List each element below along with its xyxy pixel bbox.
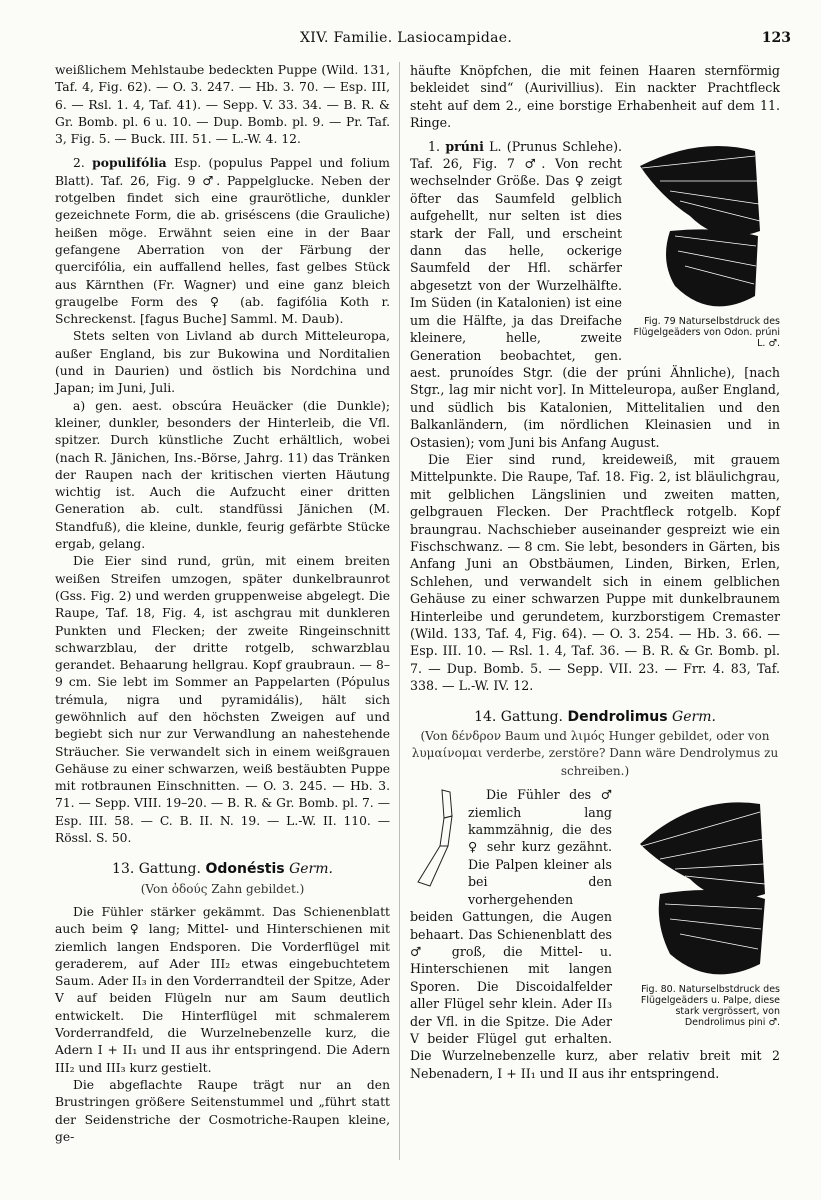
running-header: [0, 30, 821, 52]
paragraph-distribution: Stets selten von Livland ab durch Mitteleuropa, außer England, bis zur Bukowina und Norditalien (und in Daurien) und östlich bis Nordchina und Japan; im Juni, Juli.: [55, 329, 390, 396]
species-number: 2.: [73, 156, 85, 171]
right-column: [410, 62, 780, 1082]
paragraph-eggs-larva: Die Eier sind rund, grün, mit einem breiten weißen Streifen umzogen, später dunkelbraunrot (Gss. Fig. 2) und werden gruppenweise abgelegt. Die Raupe, Taf. 18, Fig. 4, ist aschgrau mit dunkleren Punkten und Flecken; der zweite Ringeinschnitt schwarzblau, der dritte rotgelb, schwarzblau gerandet. Behaarung hellgrau. Kopf graubraun. — 8–9 cm. Sie lebt im Sommer an Pappelarten (Pópulus trémula, nigra und pyramidális), hält sich gewöhnlich auf den höchsten Zweigen auf und begiebt sich nur zur Verwandlung an nahestehende Sträucher. Sie verwandelt sich in einem weißgrauen Gehäuse zu einer schwarzen, weiß bestäubten Puppe mit rotbraunen Einschnitten. — O. 3. 245. — Hb. 3. 71. — Sepp. VIII. 19–20. — B. R. & Gr. Bomb. pl. 7. — Esp. III. 58. — C. B. II. N. 19. — L.-W. II. 110. — Rössl. S. 50.: [55, 554, 390, 846]
paragraph-generation: a) gen. aest. obscúra Heuäcker (die Dunkle); kleiner, dunkler, besonders der Hinterleib, die Vfl. spitzer. Durch künstliche Zucht erhältlich, wobei (nach R. Jänichen, Ins.-Börse, Jahrg. 11) das Tränken der Raupen nach der kritischen vierten Häutung wichtig ist. Auch die Aufzucht einer dritten Generation ab. cult. standfüssi Jänichen (M. Standfuß), die kleine, dunkle, feurig gefärbte Stücke ergab, gelang.: [55, 398, 390, 552]
wing-venation-image: [630, 136, 770, 316]
figure-80-caption: Fig. 80. Naturselbstdruck des Flügelgeäders u. Palpe, diese stark vergrössert, von Dendrolimus pini ♂.: [640, 984, 780, 1029]
genus-author: Germ.: [289, 861, 333, 878]
left-column: [55, 62, 390, 1146]
genus-author: Germ.: [672, 708, 716, 725]
column-separator: [399, 62, 400, 1160]
header-family: XIV. Familie. Lasiocampidae.: [300, 30, 513, 46]
figure-79: [630, 136, 780, 349]
species-populifolia: [55, 154, 390, 328]
species-text: Esp. (populus Pappel und folium Blatt). Taf. 26, Fig. 9 ♂. Pappelglucke. Neben der rotgelben findet sich eine graurötliche, dunkler gezeichnete Form, die ab. griséscens (die Grauliche) heißen möge. Erwähnt seien eine in der Baar gefangene Aberration von der Färbung der quercifólia, ein auffallend helles, fast gelbes Stück aus Kärnthen (Fr. Wagner) und eine ganz bleich graugelbe Form des ♀ (ab. fagifólia Koth r. Schreckenst. [fagus Buche] Samml. M. Daub).: [55, 156, 390, 327]
paragraph-genus-description: Die Fühler stärker gekämmt. Das Schienenblatt auch beim ♀ lang; Mittel- und Hinterschienen mit ziemlich langen Endsporen. Die Vorderflügel mit geraderem, auf Ader III₂ etwas eingebuchtetem Saum. Ader II₃ in den Vorderrandteil der Spitze, Ader V auf beiden Flügeln nur am Saum deutlich entwickelt. Die Hinterflügel mit schmalerem Vorderrandfeld, die Wurzelnebenzelle kurz, die Adern I + II₁ und II aus ihr entspringend. Die Adern III₂ und III₃ kurz gestielt.: [55, 904, 390, 1075]
genus-heading-14: [410, 709, 780, 726]
paragraph-eggs-larva: Die Eier sind rund, kreideweiß, mit grauem Mittelpunkte. Die Raupe, Taf. 18. Fig. 2, ist bläulichgrau, mit gelblichen Längslinien und zweiten matten, gelbgrauen Flecken. Der Prachtfleck rotgelb. Kopf braungrau. Nachschieber auseinander gespreizt wie ein Fischschwanz. — 8 cm. Sie lebt, besonders in Gärten, bis Anfang Juni an Obstbäumen, Linden, Birken, Erlen, Schlehen, und verwandelt sich in einem gelblichen Gehäuse zu einer schwarzen Puppe mit dunkelbraunem Hinterleibe und gerundetem, kurzborstigem Cremaster (Wild. 133, Taf. 4, Fig. 64). — O. 3. 254. — Hb. 3. 66. — Esp. III. 10. — Rsl. 1. 4, Taf. 36. — B. R. & Gr. Bomb. pl. 7. — Dup. Bomb. 5. — Sepp. VII. 23. — Frr. 4. 83, Taf. 338. — L.-W. IV. 12.: [410, 451, 780, 694]
species-name: prúni: [445, 138, 484, 154]
wing-venation-image: [620, 784, 770, 984]
paragraph-larva: Die abgeflachte Raupe trägt nur an den Brustringen größere Seitenstummel und „führt statt der Seidenstriche der Cosmotriche-Raupen kleine, ge-: [55, 1077, 390, 1144]
genus-heading-13: [55, 861, 390, 878]
figure-79-caption: Fig. 79 Naturselbstdruck des Flügelgeäders von Odon. prúni L. ♂.: [633, 315, 780, 349]
genus-name: Dendrolimus: [567, 708, 668, 725]
genus-etymology: (Von ὀδούς Zahn gebildet.): [140, 881, 305, 896]
genus-etymology: (Von δένδρον Baum und λιμός Hunger gebildet, oder von λυμαίνομαι verderbe, zerstöre? Dann wäre Dendrolymus zu schreiben.): [411, 729, 779, 778]
paragraph-genus-description: Die Fühler des ♂ ziemlich lang kammzähnig, die des ♀ sehr kurz gezähnt. Die Palpen kleiner als bei den vorhergehenden beiden Gattungen, die Augen behaart. Das Schienenblatt des ♂ groß, die Mittel- u. Hinterschienen mit langen Sporen. Die Discoidalfelder aller Flügel sehr klein. Ader II₃ der Vfl. in die Spitze. Die Ader V beider Flügel gut erhalten. Die Wurzelnebenzelle kurz, aber relativ breit mit 2 Nebenadern, I + II₁ und II aus ihr entspringend.: [410, 787, 780, 1081]
genus-title: 14. Gattung.: [474, 708, 564, 725]
species-text: L. (Prunus Schlehe). Taf. 26, Fig. 7 ♂. Von recht wechselnder Größe. Das ♀ zeigt öfter das Saumfeld gelblich aufgehellt, nur selten ist dies stark der Fall, und erscheint dann das helle, ockerige Saumfeld der Hfl. schärfer abgesetzt von der Wurzelhälfte. Im Süden (in Katalonien) ist eine um die Hälfte, ja das Dreifache kleinere, helle, zweite Generation beobachtet, gen. aest. prunoídes Stgr. (die der prúni Ähnliche), [nach Stgr., lag mir nicht vor]. In Mitteleuropa, außer England, und südlich bis Katalonien, Mittelitalien und den Balkanländern, (im nördlichen Kleinasien und in Ostasien); vom Juni bis Anfang August.: [410, 138, 780, 450]
paragraph-references-1: weißlichem Mehlstaube bedeckten Puppe (Wild. 131, Taf. 4, Fig. 62). — O. 3. 247. — Hb. 3. 70. — Esp. III, 6. — Rsl. 1. 4, Taf. 41). — Sepp. V. 33. 34. — B. R. & Gr. Bomb. pl. 6 u. 10. — Dup. Bomb. pl. 9. — Pr. Taf. 3, Fig. 5. — Buck. III. 51. — L.-W. 4. 12.: [55, 63, 390, 147]
genus-title: 13. Gattung.: [112, 861, 201, 878]
figure-80: [620, 784, 780, 1028]
species-number: 1.: [428, 138, 441, 154]
paragraph-continuation: häufte Knöpfchen, die mit feinen Haaren sternförmig bekleidet sind“ (Aurivillius). Ein nackter Prachtfleck steht auf dem 2., eine borstige Erhabenheit auf dem 11. Ringe.: [410, 63, 780, 131]
genus-name: Odonéstis: [205, 861, 285, 878]
palp-illustration: [410, 786, 460, 900]
species-name: populifólia: [92, 155, 167, 171]
page-number: 123: [761, 30, 791, 46]
